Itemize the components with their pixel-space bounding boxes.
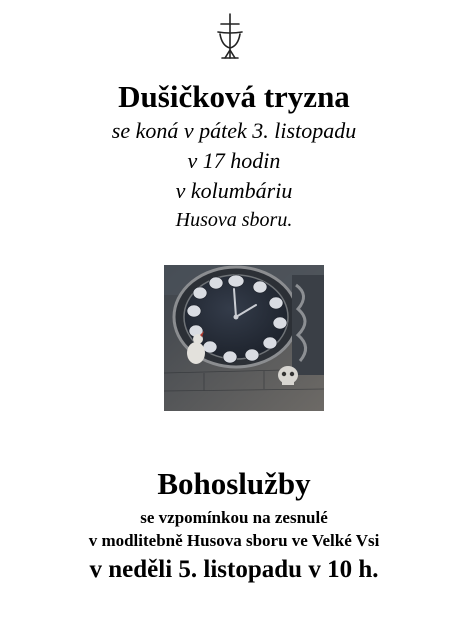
event-place-line: v kolumbáriu: [175, 178, 293, 203]
event-place-detail: Husova sboru.: [175, 209, 293, 231]
service-title: Bohoslužby: [157, 466, 311, 501]
service-subtitle: se vzpomínkou na zesnulé: [140, 508, 328, 527]
event-title: Dušičková tryzna: [118, 79, 350, 114]
clock-tower-photo: [164, 265, 324, 411]
chalice-cross-icon: [214, 12, 246, 60]
service-datetime: v neděli 5. listopadu v 10 h.: [89, 556, 379, 583]
event-time-line: v 17 hodin: [187, 148, 281, 173]
event-date-line: se koná v pátek 3. listopadu: [111, 118, 357, 143]
service-place: v modlitebně Husova sboru ve Velké Vsi: [88, 531, 380, 550]
